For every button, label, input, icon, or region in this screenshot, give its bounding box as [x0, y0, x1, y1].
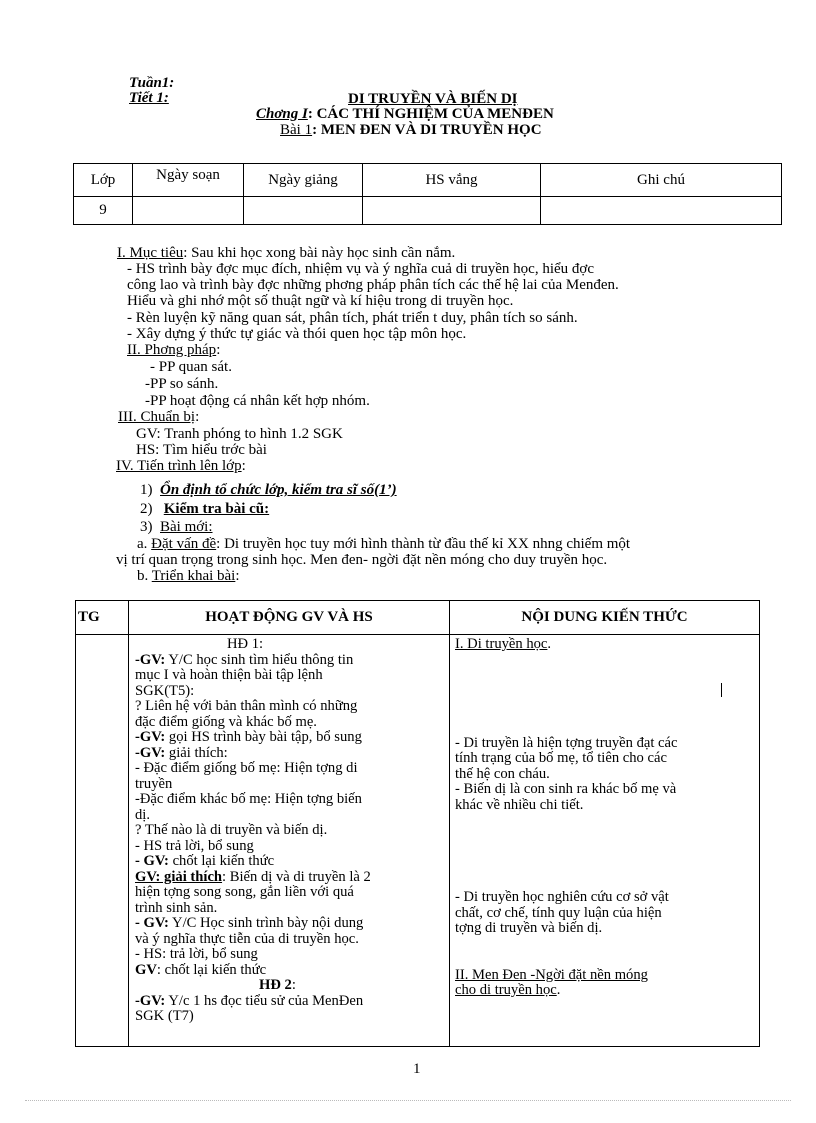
activity-line	[135, 746, 445, 762]
gv-label: -GV:	[135, 992, 166, 1009]
b-label: b.	[137, 568, 152, 584]
activity-cell	[129, 635, 450, 1047]
method-line-2: -PP so sánh.	[145, 376, 219, 392]
activity-line: và ý nghĩa thực tiễn của di truyền học.	[135, 930, 359, 947]
activity-text: gọi HS trình bày bài tập, bổ sung	[165, 729, 362, 745]
activity-line	[135, 916, 445, 932]
procedure-item-3	[140, 520, 213, 536]
week-label: Tuần1:	[129, 75, 175, 91]
gv-label: - GV:	[135, 853, 169, 869]
activity-text: : chốt lại kiến thức	[156, 961, 267, 978]
objective-line-3: Hiểu và ghi nhớ một số thuật ngữ và kí hiệu trong di truyền học.	[127, 293, 514, 309]
content-line: chất, cơ chế, tính quy luận của hiện	[455, 904, 662, 921]
preparation-title: III. Chuẩn bị	[118, 409, 196, 425]
methods-heading	[127, 343, 220, 359]
period-label: Tiết 1:	[129, 90, 169, 106]
intro-line-2: vị trí quan trọng trong sinh học. Men đen- ngời đặt nền móng cho duy truyền học.	[116, 552, 608, 568]
section-1-heading	[455, 637, 755, 653]
lesson-label: Bài 1	[280, 122, 313, 138]
content-line: - Biến dị là con sinh ra khác bố mẹ và	[455, 781, 677, 797]
lesson-table	[75, 600, 760, 1047]
content-line: - Di truyền là hiện tợng truyền đạt các	[455, 734, 678, 751]
col-teach-date: Ngày giảng	[244, 164, 363, 197]
item-text: Kiểm tra bài cũ:	[163, 501, 270, 517]
a-label: a.	[137, 536, 152, 552]
activity-text: : Biến dị và di truyền là 2	[222, 868, 371, 885]
item-text: Ổn định tổ chức lớp, kiểm tra sĩ số(1’)	[160, 482, 397, 498]
preparation-colon: :	[195, 409, 200, 425]
objective-line-4: - Rèn luyện kỹ năng quan sát, phân tích, phát triển t duy, phân tích so sánh.	[127, 310, 578, 326]
lesson-title: : MEN ĐEN VÀ DI TRUYỀN HỌC	[312, 122, 542, 138]
gv-label: GV: giải thích	[135, 868, 223, 885]
activity-line	[135, 870, 445, 886]
activity-line: mục I và hoàn thiện bài tập lệnh	[135, 667, 323, 683]
activity-text: chốt lại kiến thức	[168, 853, 275, 869]
preparation-heading	[118, 410, 199, 426]
item-number: 2)	[140, 501, 153, 517]
procedure-heading	[116, 459, 246, 475]
section-2-dot: .	[556, 982, 561, 998]
procedure-title: IV. Tiến trình lên lớp	[116, 458, 242, 474]
page-divider	[25, 1100, 791, 1101]
prep-line-2: HS: Tìm hiểu trớc bài	[136, 442, 267, 458]
b-colon: :	[235, 568, 240, 584]
procedure-item-1	[140, 483, 397, 499]
col-absent: HS vắng	[363, 164, 541, 197]
activity-line: - HS trả lời, bổ sung	[135, 837, 254, 854]
activity-line: trình sinh sản.	[135, 899, 218, 916]
chapter-title: : CÁC THÍ NGHIỆM CỦA MENĐEN	[307, 106, 554, 122]
content-line: - Di truyền học nghiên cứu cơ sở vật	[455, 889, 669, 905]
col-prep-date: Ngày soạn	[133, 164, 244, 197]
item-text: Bài mới:	[160, 519, 213, 535]
content-line: tính trạng của bố mẹ, tổ tiên cho các	[455, 750, 667, 766]
activity-line: SGK(T5):	[135, 682, 195, 699]
intro-line-1	[137, 537, 630, 553]
hd2-label	[135, 978, 445, 994]
header-activity: HOẠT ĐỘNG GV VÀ HS	[129, 601, 450, 635]
method-line-1: - PP quan sát.	[150, 359, 232, 375]
content-line: thế hệ con cháu.	[455, 765, 550, 782]
gv-label: -GV:	[135, 651, 166, 668]
chapter-label: Chơng I	[256, 106, 308, 122]
activity-line: truyền	[135, 775, 173, 792]
content-line: khác về nhiều chi tiết.	[455, 796, 584, 813]
cell-class: 9	[74, 197, 133, 225]
objective-line-1: - HS trình bày đợc mục đích, nhiệm vụ và ý nghĩa cuả di truyền học, hiểu đợc	[127, 261, 594, 277]
methods-title: II. Phơng pháp	[127, 342, 217, 358]
activity-line: -Đặc điểm khác bố mẹ: Hiện tợng biến	[135, 791, 362, 807]
method-line-3: -PP hoạt động cá nhân kết hợp nhóm.	[145, 393, 370, 409]
cell-prep-date	[133, 197, 244, 225]
procedure-colon: :	[241, 458, 246, 474]
section-2-heading-line-2	[455, 983, 755, 999]
activity-line: hiện tợng song song, gắn liền với quá	[135, 884, 354, 900]
methods-colon: :	[216, 342, 221, 358]
text-cursor	[721, 683, 722, 697]
a-text: : Di truyền học tuy mới hình thành từ đầu thế kỉ XX nhng chiếm một	[216, 536, 631, 552]
content-line: tợng di truyền và biến dị.	[455, 920, 603, 936]
activity-line	[135, 963, 445, 979]
section-1-dot: .	[547, 636, 552, 652]
gv-label: -GV:	[135, 744, 166, 761]
activity-line: dị.	[135, 806, 150, 823]
col-notes: Ghi chú	[541, 164, 782, 197]
hd2-text: HĐ 2	[259, 977, 292, 993]
gv-label: -GV:	[135, 729, 166, 745]
objectives-intro: : Sau khi học xong bài này học sinh cần nắm.	[183, 245, 456, 261]
activity-line	[135, 994, 445, 1010]
develop-heading	[137, 569, 240, 585]
lesson-heading	[280, 122, 542, 139]
prep-line-1: GV: Tranh phóng to hình 1.2 SGK	[136, 426, 343, 442]
a-heading: Đặt vấn đề	[151, 536, 217, 552]
activity-line	[135, 730, 445, 746]
activity-line	[135, 854, 445, 870]
cell-teach-date	[244, 197, 363, 225]
item-number: 3)	[140, 519, 153, 535]
cell-notes	[541, 197, 782, 225]
chapter-heading	[256, 106, 554, 123]
page-title: DI TRUYỀN VÀ BIẾN DỊ	[348, 91, 518, 107]
procedure-item-2	[140, 502, 269, 518]
col-class: Lớp	[74, 164, 133, 197]
objective-line-5: - Xây dựng ý thức tự giác và thói quen học tập môn học.	[127, 326, 467, 342]
gv-label: GV	[135, 961, 157, 978]
header-time: TG	[76, 601, 129, 635]
section-2-heading-line-1: II. Men Đen -Ngời đặt nền móng	[455, 966, 648, 983]
class-info-table	[73, 163, 782, 225]
time-cell	[76, 635, 129, 1047]
cell-absent	[363, 197, 541, 225]
item-number: 1)	[140, 482, 153, 498]
b-heading: Triển khai bài	[151, 568, 236, 584]
activity-line: ? Thế nào là di truyền và biến dị.	[135, 822, 328, 838]
objective-line-2: công lao và trình bày đợc những phơng pháp phân tích các thế hệ lai của Menđen.	[127, 277, 619, 293]
activity-text: giải thích:	[165, 744, 228, 761]
activity-line: SGK (T7)	[135, 1008, 194, 1024]
hd1-label: HĐ 1:	[227, 636, 264, 652]
section-2-title: cho di truyền học	[455, 982, 557, 998]
activity-text: Y/c 1 hs đọc tiểu sử của MenĐen	[165, 992, 364, 1009]
activity-line: - HS: trả lời, bổ sung	[135, 946, 258, 962]
activity-text: Y/C học sinh tìm hiểu thông tin	[165, 651, 354, 668]
hd2-colon: :	[291, 977, 296, 993]
activity-line: đặc điểm giống và khác bố mẹ.	[135, 713, 317, 730]
activity-text: Y/C Học sinh trình bày nội dung	[168, 915, 364, 931]
content-cell	[450, 635, 760, 1047]
header-content: NỘI DUNG KIẾN THỨC	[450, 601, 760, 635]
activity-line: - Đặc điểm giống bố mẹ: Hiện tợng di	[135, 760, 358, 776]
activity-line	[135, 653, 445, 669]
objectives-title: I. Mục tiêu	[117, 245, 184, 261]
section-1-title: I. Di truyền học	[455, 636, 548, 652]
objectives-heading	[117, 246, 455, 262]
gv-label: - GV:	[135, 915, 169, 931]
activity-line: ? Liên hệ với bản thân mình có những	[135, 698, 358, 714]
page-number: 1	[413, 1061, 421, 1077]
